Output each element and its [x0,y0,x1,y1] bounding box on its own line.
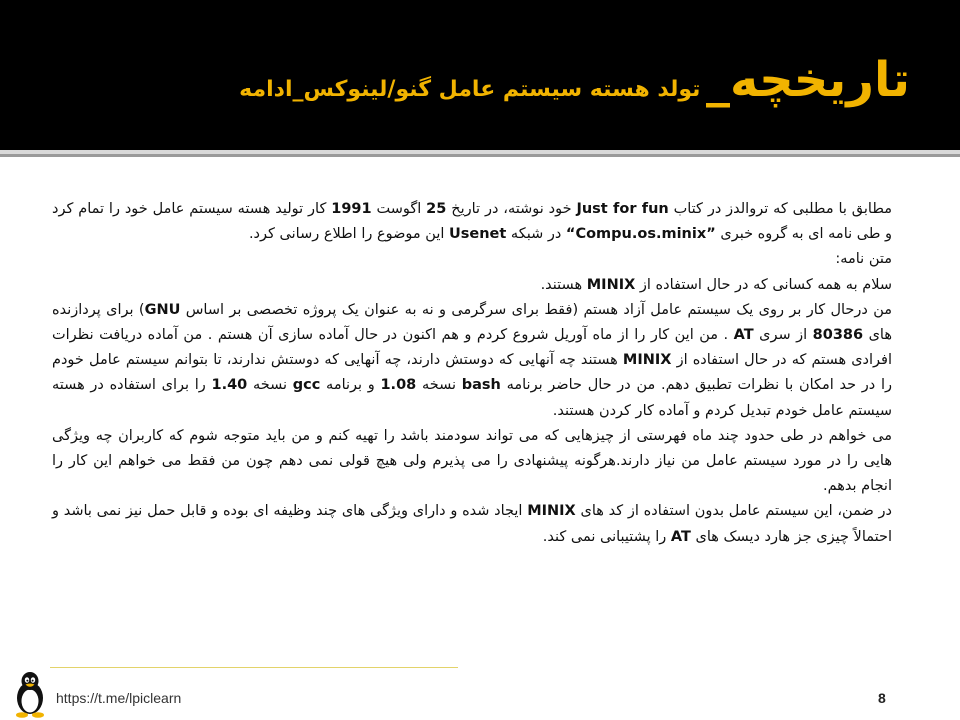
page-number: 8 [878,690,886,706]
footer-telegram-link[interactable]: https://t.me/lpiclearn [56,690,182,706]
title-main: تاریخچه_ [706,52,910,108]
title-divider-shadow [0,154,960,157]
paragraph-features: می خواهم در طی حدود چند ماه فهرستی از چیزهایی که می تواند سودمند باشد را تهیه کنم و من باید متوجه شوم که کاربران چه ویژگی هایی را در مورد سیستم عامل من نیاز دارند.هرگونه پیشنهادی را می پذیرم ولی هیچ قولی نمی دهم چون من فقط می خواهم این کار را انجام بدهم. [52,427,892,495]
paragraph-greeting: سلام به همه کسانی که در حال استفاده از MINIX هستند. [540,276,892,293]
slide-body [52,197,892,550]
title-bar [0,0,960,150]
slide-title [239,52,910,108]
paragraph-1: مطابق با مطلبی که تروالدز در کتاب Just for fun خود نوشته، در تاریخ 25 اگوست 1991 کار تولید هسته سیستم عامل خود را تمام کرد و طی نامه ای به گروه خبری ”Compu.os.minix“ در شبکه Usenet این موضوع را اطلاع رسانی کرد. [52,201,892,243]
paragraph-letter-body: من درحال کار بر روی یک سیستم عامل آزاد هستم (فقط برای سرگرمی و نه به عنوان یک پروژه تخصصی بر اساس GNU) برای پردازنده های 80386 از سری AT . من این کار را از ماه آوریل شروع کردم و هم اکنون در حال آماده سازی آن هستم . من آماده دریافت نظرات افرادی هستم که در حال استفاده از MINIX هستند چه آنهایی که دوستش دارند، چه آنهایی که دوستش ندارند، تا بتوانم سیستم عامل خودم را در حد امکان با نظرات تطبیق دهم. من در حال حاضر برنامه bash نسخه 1.08 و برنامه gcc نسخه 1.40 را برای استفاده در هسته سیستم عامل خودم تبدیل کردم و آماده کار کردن هستند. [52,301,893,419]
title-subtitle: تولد هسته سیستم عامل گنو/لینوکس_ادامه [239,77,701,102]
tux-penguin-icon [10,670,50,718]
paragraph-closing: در ضمن، این سیستم عامل بدون استفاده از کد های MINIX ایجاد شده و دارای ویژگی های چند وظیفه ای بوده و قابل حمل نیز نمی باشد و احتمالاً چیزی جز هارد دیسک های AT را پشتیبانی نمی کند. [52,503,892,545]
footer-divider [50,667,458,668]
paragraph-letter-label: متن نامه: [835,251,892,268]
